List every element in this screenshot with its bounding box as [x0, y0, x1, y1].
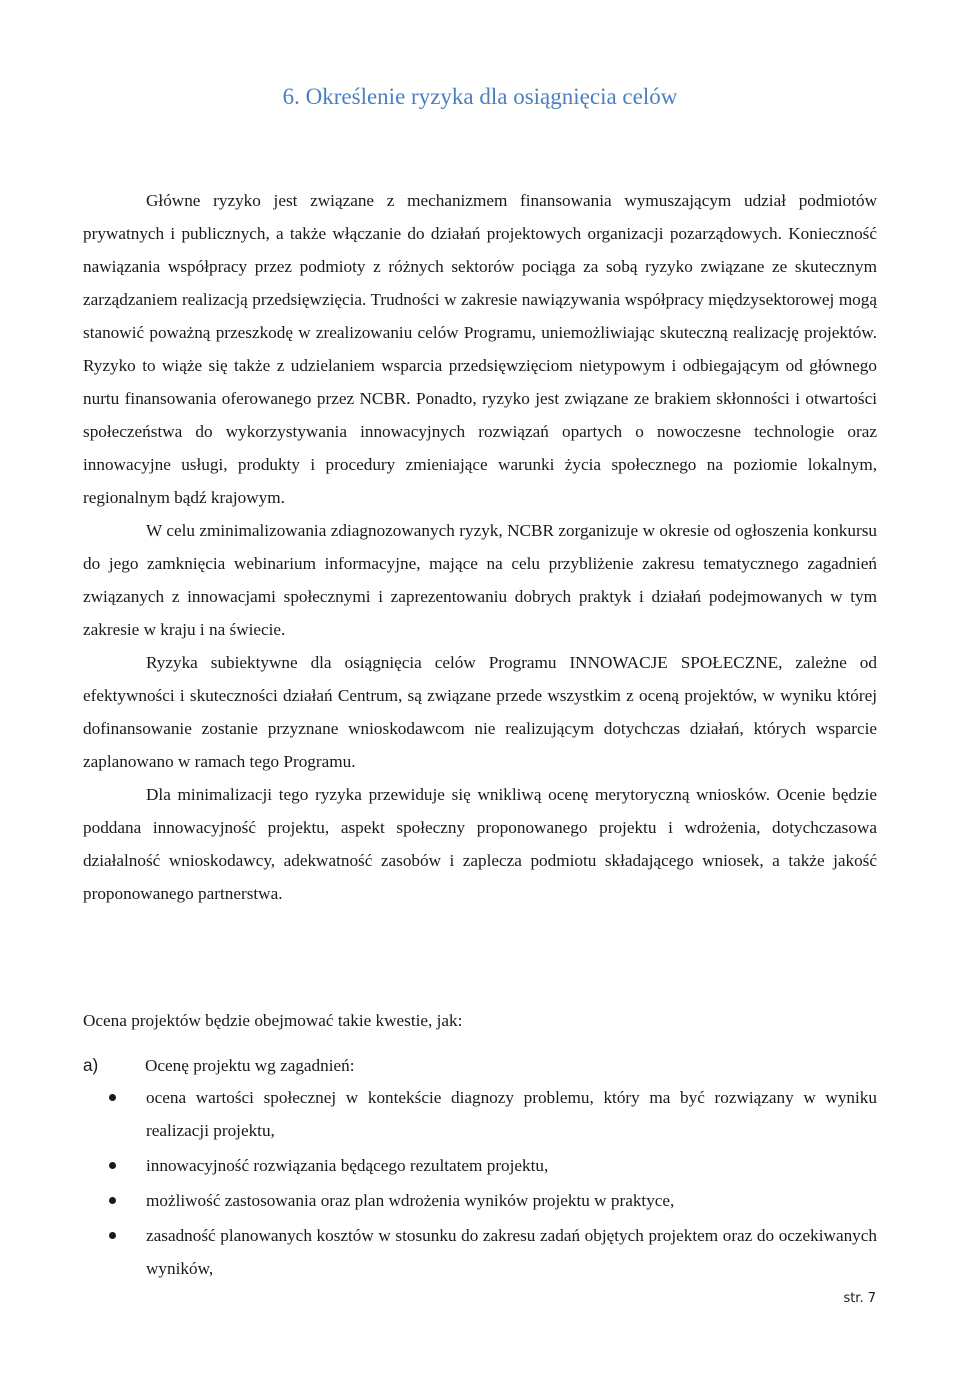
bullet-icon — [109, 1232, 116, 1239]
list-item-text: zasadność planowanych kosztów w stosunku do zakresu zadań objętych projektem oraz do oczekiwanych wyników, — [146, 1226, 877, 1278]
paragraph-subjective-risk: Ryzyka subiektywne dla osiągnięcia celów Programu INNOWACJE SPOŁECZNE, zależne od efektywności i skuteczności działań Centrum, są związane przede wszystkim z oceną projektów, w wyniku której dofinansowanie zostanie przyznane wnioskodawcom nie realizującym dotychczas działań, których wsparcie zaplanowano w ramach tego Programu. — [83, 653, 877, 771]
sub-item-marker: a) — [83, 1055, 99, 1075]
paragraph-risk-main: Główne ryzyko jest związane z mechanizmem finansowania wymuszającym udział podmiotów prywatnych i publicznych, a także włączanie do działań projektowych organizacji pozarządowych. Konieczność nawiązania współpracy przez podmioty z różnych sektorów pociąga za sobą ryzyko związane ze skutecznym zarządzaniem realizacją przedsięwzięcia. Trudności w zakresie nawiązywania współpracy międzysektorowej mogą stanowić poważną przeszkodę w zrealizowaniu celów Programu, uniemożliwiając skuteczną realizację projektów. Ryzyko to wiąże się także z udzielaniem wsparcia przedsięwzięciom nietypowym i odbiegającym od głównego nurtu finansowania oferowanego przez NCBR. Ponadto, ryzyko jest związane ze brakiem skłonności i otwartości społeczeństwa do wykorzystywania innowacyjnych rozwiązań opartych o nowoczesne technologie oraz innowacyjne usługi, produkty i procedury zmieniające warunki życia społecznego na poziomie lokalnym, regionalnym bądź krajowym. — [83, 191, 877, 507]
list-item-text: ocena wartości społecznej w kontekście diagnozy problemu, który ma być rozwiązany w wyniku realizacji projektu, — [146, 1088, 877, 1140]
bullet-icon — [109, 1197, 116, 1204]
sub-item-text: Ocenę projektu wg zagadnień: — [145, 1056, 355, 1075]
paragraph-risk-mitigation: W celu zminimalizowania zdiagnozowanych ryzyk, NCBR zorganizuje w okresie od ogłoszenia konkursu do jego zamknięcia webinarium informacyjne, mające na celu przybliżenie zakresu tematycznego zagadnień związanych z innowacjami społecznymi i zaprezentowaniu dobrych praktyk i działań podejmowanych w tym zakresie w kraju i na świecie. — [83, 521, 877, 639]
body-text — [83, 184, 877, 910]
criteria-list — [83, 1081, 877, 1287]
sub-item-a — [83, 1049, 355, 1082]
list-item — [83, 1184, 877, 1217]
list-item-text: innowacyjność rozwiązania będącego rezultatem projektu, — [146, 1156, 549, 1175]
evaluation-intro: Ocena projektów będzie obejmować takie kwestie, jak: — [83, 1011, 463, 1030]
paragraph-minimization: Dla minimalizacji tego ryzyka przewiduje się wnikliwą ocenę merytoryczną wniosków. Ocenie będzie poddana innowacyjność projektu, aspekt społeczny proponowanego projektu i wdrożenia, dotychczasowa działalność wnioskodawcy, adekwatność zasobów i zaplecza podmiotu składającego wniosek, a także jakość proponowanego partnerstwa. — [83, 785, 877, 903]
bullet-icon — [109, 1094, 116, 1101]
list-item — [83, 1149, 877, 1182]
bullet-icon — [109, 1162, 116, 1169]
section-heading: 6. Określenie ryzyka dla osiągnięcia celów — [282, 84, 678, 109]
list-item — [83, 1219, 877, 1285]
page-number: str. 7 — [843, 1291, 876, 1306]
list-item-text: możliwość zastosowania oraz plan wdrożenia wyników projektu w praktyce, — [146, 1191, 675, 1210]
list-item — [83, 1081, 877, 1147]
